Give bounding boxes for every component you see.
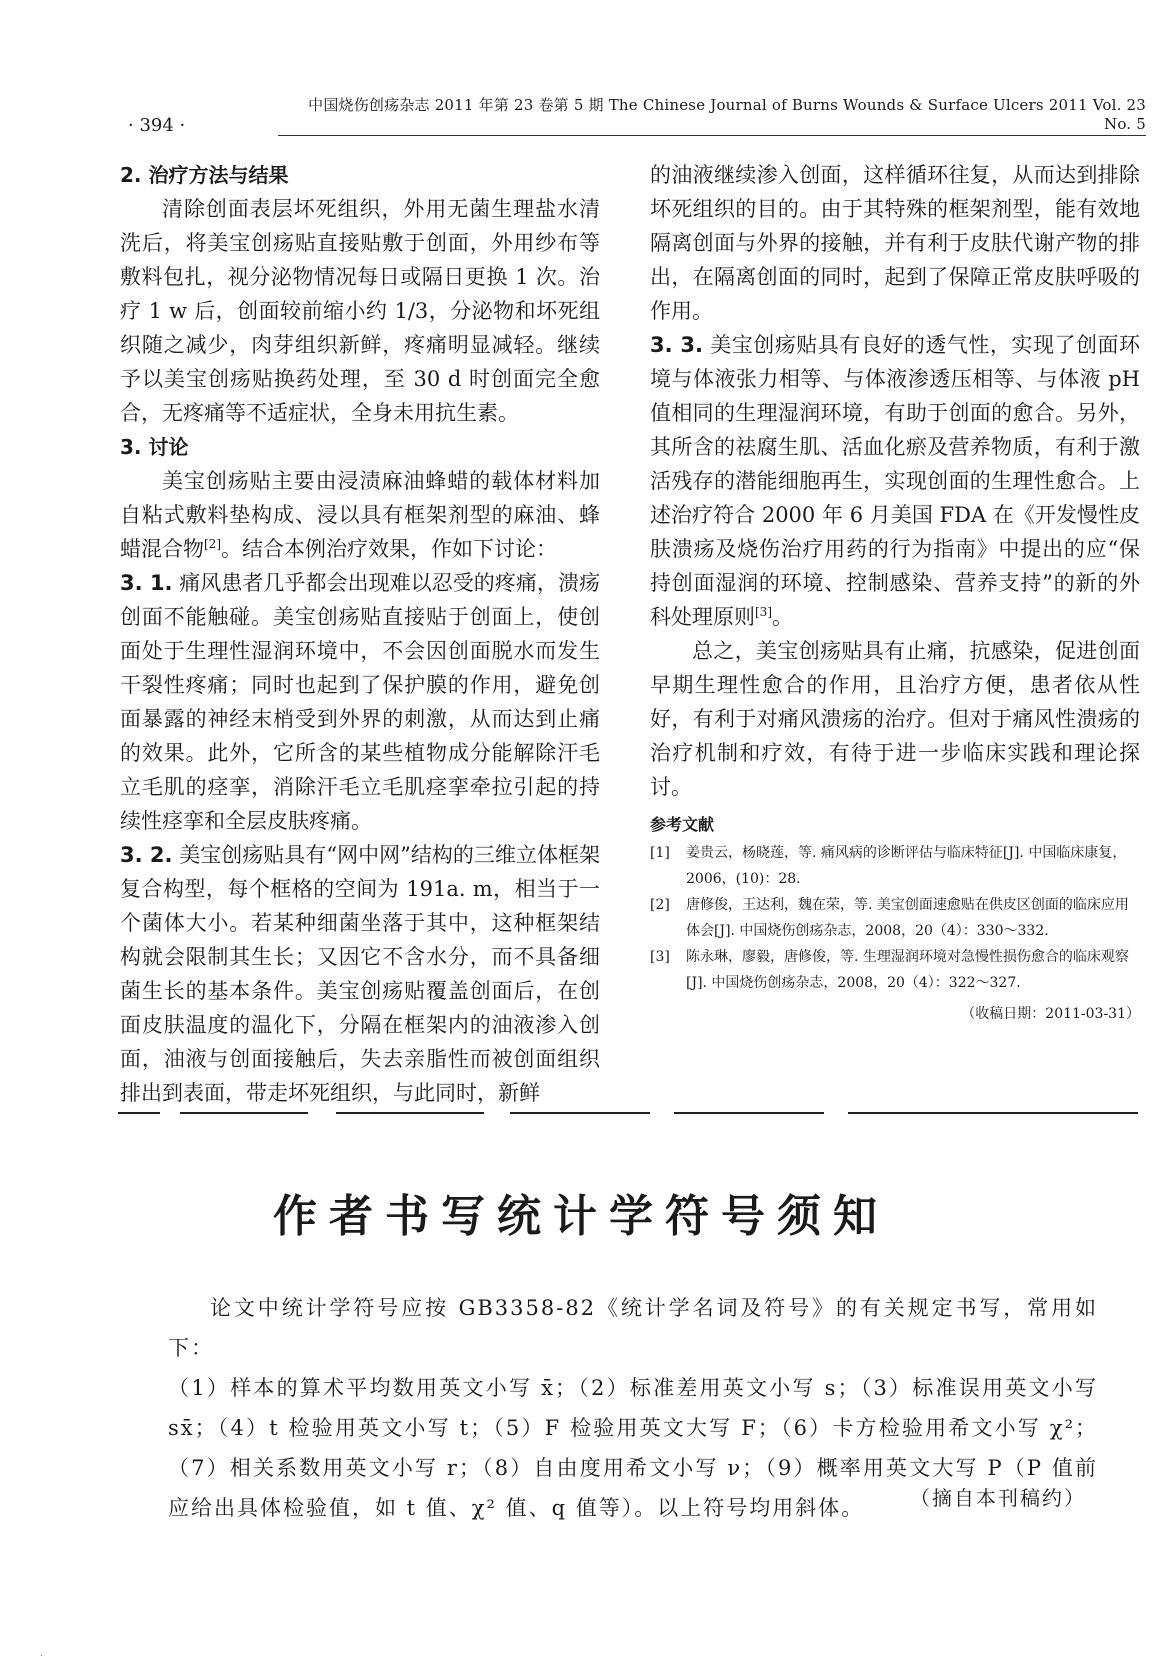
citation-2: [2] xyxy=(204,537,221,551)
divider-dash xyxy=(180,1112,308,1114)
reference-text: 陈永琳，廖毅，唐修俊，等. 生理湿润环境对急慢性损伤愈合的临床观察[J]. 中国烧伤创疡杂志，2008，20（4）：322～327. xyxy=(686,949,1129,991)
page-number: · 394 · xyxy=(128,115,186,136)
section-2-paragraph: 清除创面表层坏死组织，外用无菌生理盐水清洗后，将美宝创疡贴直接贴敷于创面，外用纱布等敷料包扎，视分泌物情况每日或隔日更换 1 次。治疗 1 w 后，创面较前缩小约 1/3，分泌物和坏死组织随之减少，肉芽组织新鲜，疼痛明显减轻。继续予以美宝创疡贴换药处理，至 30 d 时创面完全愈合，无疼痛等不适症状，全身未用抗生素。 xyxy=(120,197,600,425)
citation-3: [3] xyxy=(755,605,772,619)
section-3-text: 美宝创疡贴主要由浸渍麻油蜂蜡的载体材料加自粘式敷料垫构成、浸以具有框架剂型的麻油、蜂蜡混合物 xyxy=(120,469,600,561)
section-3-title: 3. 讨论 xyxy=(120,435,189,459)
reference-number: [2] xyxy=(650,897,670,913)
reference-item xyxy=(650,840,1140,892)
subsection-3-3-text: 美宝创疡贴具有良好的透气性，实现了创面环境与体液张力相等、与体液渗透压相等、与体液 pH 值相同的生理湿润环境，有助于创面的愈合。另外，其所含的祛腐生肌、活血化瘀及营养物质，有利于激活残存的潜能细胞再生，实现创面的生理性愈合。上述治疗符合 2000 年 6 月美国 FDA 在《开发慢性皮肤溃疡及烧伤治疗用药的行为指南》中提出的应“保持创面湿润的环境、控制感染、营养支持”的新的外科处理原则 xyxy=(650,333,1140,629)
notice-paragraph-2: （1）样本的算术平均数用英文小写 x̄；（2）标准差用英文小写 s；（3）标准误用英文小写 sx̄；（4）t 检验用英文小写 t；（5）F 检验用英文大写 F；（6）卡方检验用希文小写 χ²；（7）相关系数用英文小写 r；（8）自由度用希文小写 ν；（9）概率用英文大写 P（P 值前应给出具体检验值，如 t 值、χ² 值、q 值等）。以上符号均用斜体。 xyxy=(168,1376,1098,1520)
notice-paragraph-1: 论文中统计学符号应按 GB3358-82《统计学名词及符号》的有关规定书写，常用如下： xyxy=(168,1296,1098,1360)
left-column xyxy=(120,158,600,1110)
section-2-title: 2. 治疗方法与结果 xyxy=(120,163,289,187)
subsection-3-1-text: 痛风患者几乎都会出现难以忍受的疼痛，溃疡创面不能触碰。美宝创疡贴直接贴于创面上，使创面处于生理性湿润环境中，不会因创面脱水而发生干裂性疼痛；同时也起到了保护膜的作用，避免创面暴露的神经末梢受到外界的刺激，从而达到止痛的效果。此外，它所含的某些植物成分能解除汗毛立毛肌的痉挛，消除汗毛立毛肌痉挛牵拉引起的持续性痉挛和全层皮肤疼痛。 xyxy=(120,571,600,833)
reference-item xyxy=(650,944,1140,996)
subsection-3-1-number: 3. 1. xyxy=(120,571,173,595)
divider-dash xyxy=(674,1112,824,1114)
divider-dash xyxy=(336,1112,484,1114)
page-header xyxy=(128,96,1146,136)
divider-dash xyxy=(510,1112,650,1114)
section-3-paragraph xyxy=(120,464,600,566)
received-date: （收稿日期：2011-03-31） xyxy=(961,1006,1140,1022)
subsection-3-3-number: 3. 3. xyxy=(650,333,704,357)
divider-dash xyxy=(848,1112,1138,1114)
subsection-3-1 xyxy=(120,566,600,838)
reference-number: [3] xyxy=(650,949,670,965)
running-head: 中国烧伤创疡杂志 2011 年第 23 卷第 5 期 The Chinese Journal of Burns Wounds & Surface Ulcers 2011 Vol. 23 No. 5 xyxy=(278,94,1146,136)
subsection-3-2 xyxy=(120,838,600,1110)
subsection-3-3-tail: 。 xyxy=(772,605,793,629)
reference-text: 姜贵云，杨晓莲，等. 痛风病的诊断评估与临床特征[J]. 中国临床康复，2006，(10)：28. xyxy=(686,845,1127,887)
subsection-3-2-text: 美宝创疡贴具有“网中网”结构的三维立体框架复合构型，每个框格的空间为 191a. m，相当于一个菌体大小。若某种细菌坐落于其中，这种框架结构就会限制其生长；又因它不含水分，而不具备细菌生长的基本条件。美宝创疡贴覆盖创面后，在创面皮肤温度的温化下，分隔在框架内的油液渗入创面，油液与创面接触后，失去亲脂性而被创面组织排出到表面，带走坏死组织，与此同时，新鲜 xyxy=(120,843,600,1105)
reference-number: [1] xyxy=(650,845,670,861)
notice-title: 作者书写统计学符号须知 xyxy=(273,1191,889,1242)
continued-paragraph: 的油液继续渗入创面，这样循环往复，从而达到排除坏死组织的目的。由于其特殊的框架剂型，能有效地隔离创面与外界的接触，并有利于皮肤代谢产物的排出，在隔离创面的同时，起到了保障正常皮肤呼吸的作用。 xyxy=(650,163,1140,323)
section-divider xyxy=(118,1112,1138,1114)
conclusion-paragraph: 总之，美宝创疡贴具有止痛，抗感染，促进创面早期生理性愈合的作用，且治疗方便，患者依从性好，有利于对痛风溃疡的治疗。但对于痛风性溃疡的治疗机制和疗效，有待于进一步临床实践和理论探讨。 xyxy=(650,639,1140,799)
section-3-text-tail: 。结合本例治疗效果，作如下讨论： xyxy=(221,537,557,561)
subsection-3-2-number: 3. 2. xyxy=(120,843,173,867)
reference-text: 唐修俊，王达利，魏在荣，等. 美宝创面速愈贴在供皮区创面的临床应用体会[J]. 中国烧伤创疡杂志，2008，20（4）：330～332. xyxy=(686,897,1129,939)
divider-dash xyxy=(118,1112,160,1114)
references-title: 参考文献 xyxy=(650,815,715,834)
reference-item xyxy=(650,892,1140,944)
notice-source: （摘自本刊稿约） xyxy=(910,1486,1086,1510)
corner-mark: · xyxy=(40,1651,44,1662)
subsection-3-3 xyxy=(650,328,1140,634)
right-column xyxy=(650,158,1140,1028)
